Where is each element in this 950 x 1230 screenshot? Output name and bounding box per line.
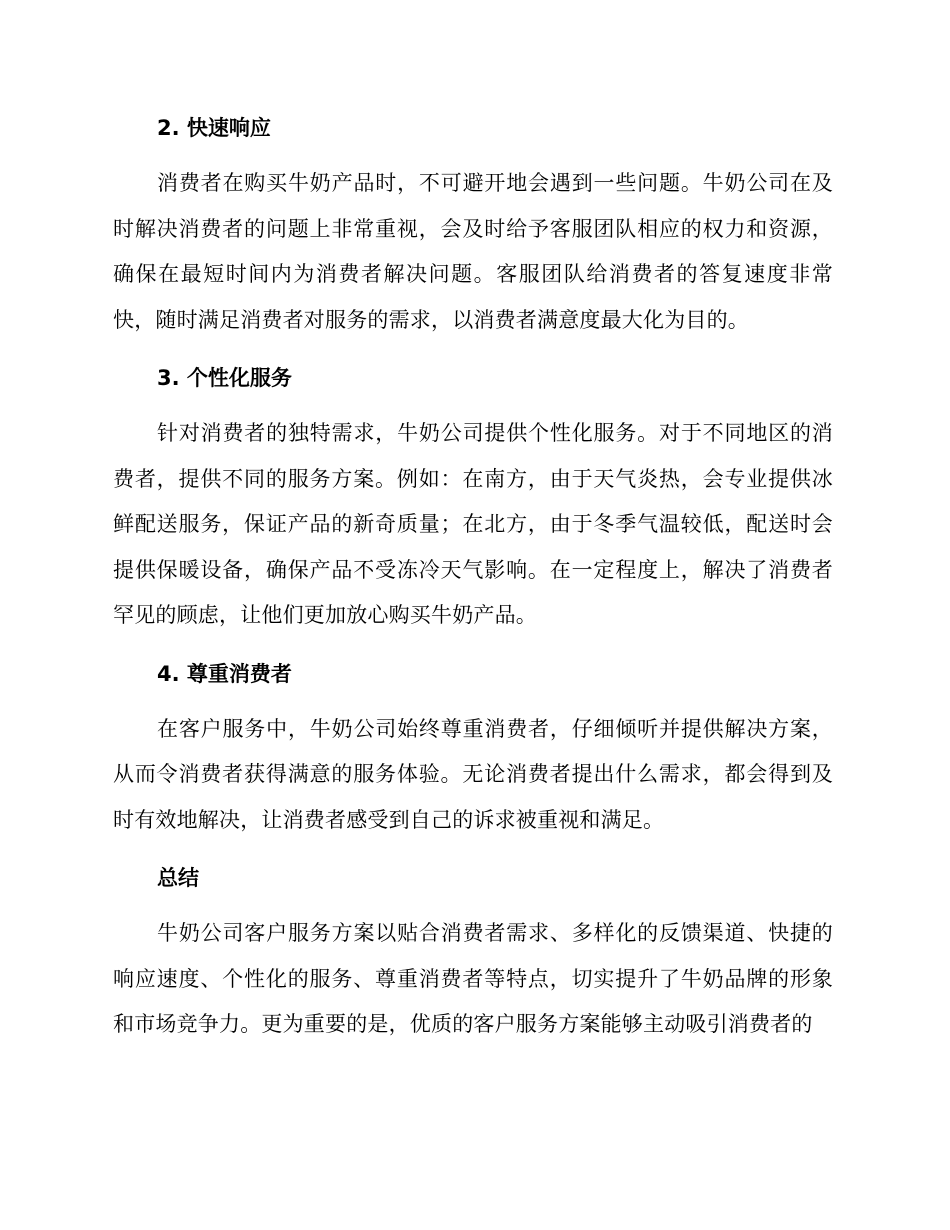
document-body bbox=[113, 112, 833, 1048]
section-paragraph-quick-response: 消费者在购买牛奶产品时，不可避开地会遇到一些问题。牛奶公司在及时解决消费者的问题上非常重视，会及时给予客服团队相应的权力和资源，确保在最短时间内为消费者解决问题。客服团队给消费者的答复速度非常快，随时满足消费者对服务的需求，以消费者满意度最大化为目的。 bbox=[113, 171, 833, 332]
section-paragraph-summary: 牛奶公司客户服务方案以贴合消费者需求、多样化的反馈渠道、快捷的响应速度、个性化的服务、尊重消费者等特点，切实提升了牛奶品牌的形象和市场竞争力。更为重要的是，优质的客户服务方案能够主动吸引消费者的 bbox=[113, 921, 833, 1036]
section-paragraph-respect-consumers: 在客户服务中，牛奶公司始终尊重消费者，仔细倾听并提供解决方案，从而令消费者获得满意的服务体验。无论消费者提出什么需求，都会得到及时有效地解决，让消费者感受到自己的诉求被重视和满足。 bbox=[113, 716, 833, 832]
section-heading-personalized-service: 3. 个性化服务 bbox=[157, 366, 292, 390]
section-heading-summary: 总结 bbox=[157, 866, 199, 890]
section-heading-respect-consumers: 4. 尊重消费者 bbox=[157, 661, 292, 686]
section-paragraph-personalized-service: 针对消费者的独特需求，牛奶公司提供个性化服务。对于不同地区的消费者，提供不同的服务方案。例如：在南方，由于天气炎热，会专业提供冰鲜配送服务，保证产品的新奇质量；在北方，由于冬季气温较低，配送时会提供保暖设备，确保产品不受冻冷天气影响。在一定程度上，解决了消费者罕见的顾虑，让他们更加放心购买牛奶产品。 bbox=[113, 421, 833, 627]
section-heading-quick-response: 2. 快速响应 bbox=[157, 116, 271, 140]
